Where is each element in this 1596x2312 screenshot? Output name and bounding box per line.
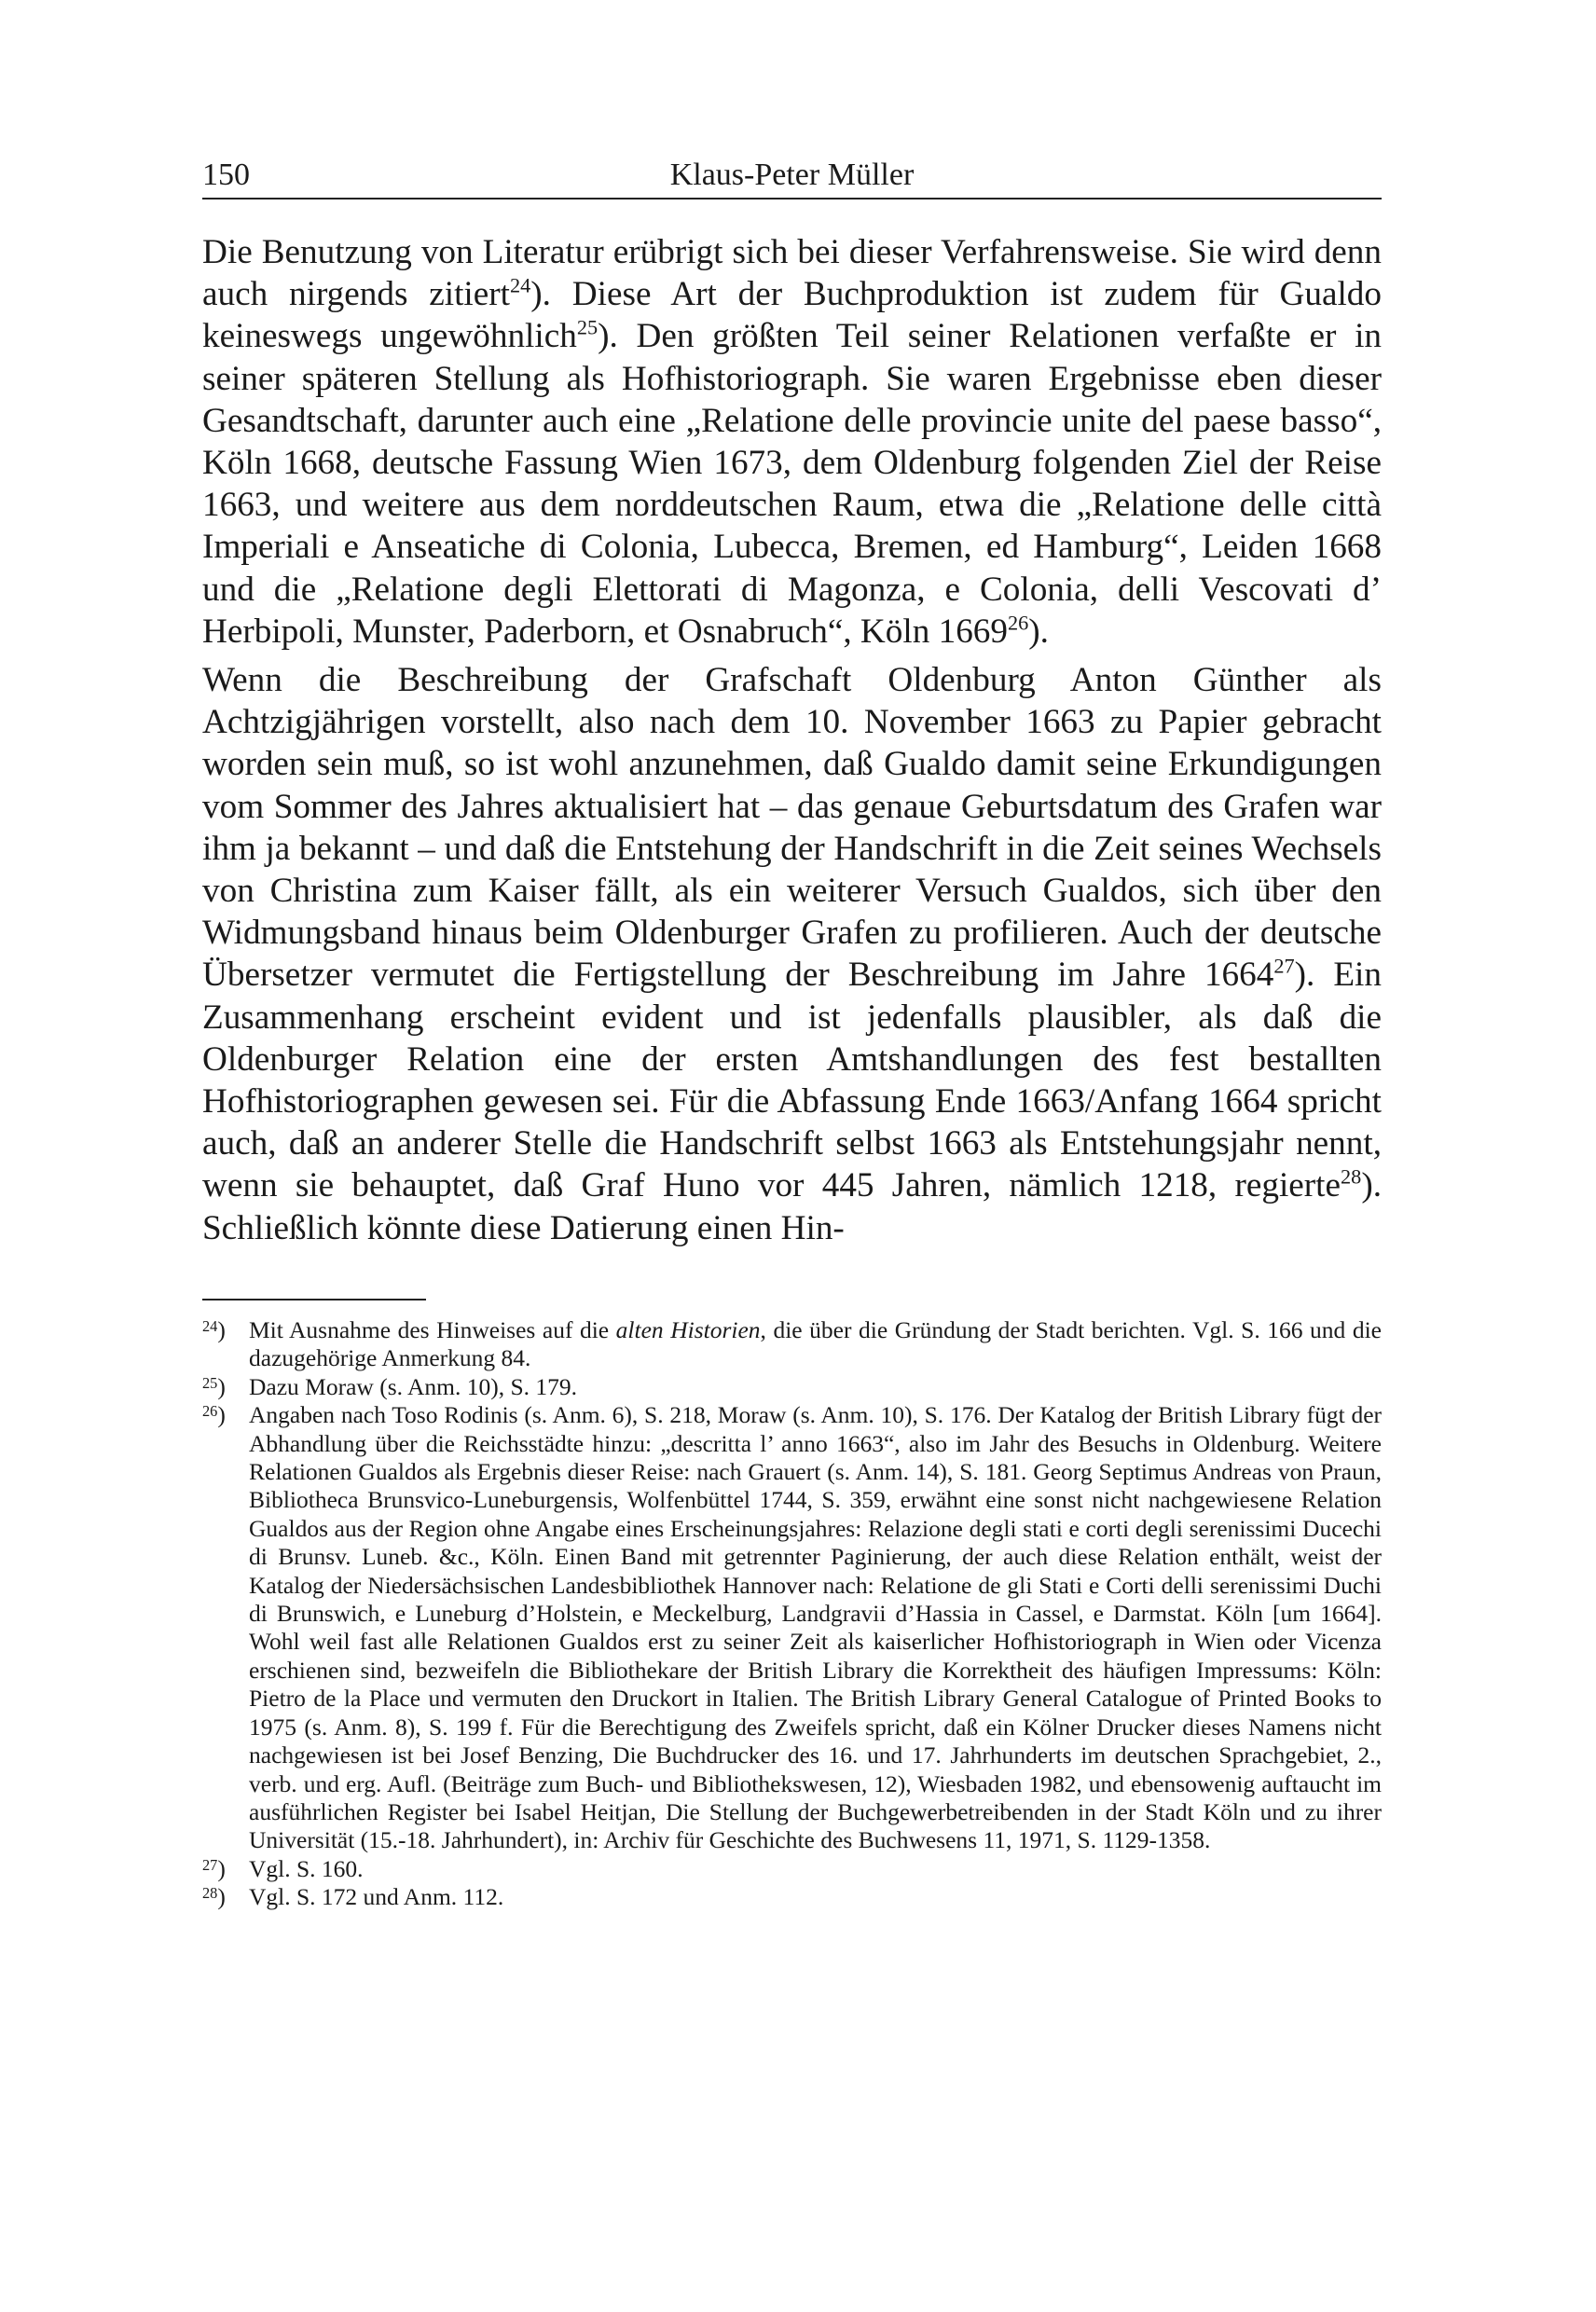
running-header bbox=[202, 157, 1382, 200]
text-run: Die Benutzung von Literatur erübrigt sich bei dieser Verfahrensweise. Sie wird denn auch nirgends zitiert bbox=[202, 233, 1382, 314]
text-run: ). Ein Zusammenhang erscheint evident und ist jedenfalls plausibler, als daß die Oldenburger Relation eine der ersten Amtshandlungen des fest bestallten Hofhistoriographen gewesen sei. Für die Abfassung Ende 1663/Anfang 1664 spricht auch, daß an anderer Stelle die Handschrift selbst 1663 als Entstehungsjahr nennt, wenn sie behauptet, daß Graf Huno vor 445 Jahren, nämlich 1218, regierte bbox=[202, 956, 1382, 1205]
footnote-ref: 25 bbox=[576, 316, 598, 340]
text-run: ). Schließlich könnte diese Datierung einen Hin- bbox=[202, 1166, 1382, 1247]
footnote-ref: 27 bbox=[1273, 955, 1295, 979]
footnote-number: $^{27}$) bbox=[202, 1854, 226, 1882]
footnote bbox=[202, 1855, 1382, 1883]
footnotes bbox=[202, 1316, 1382, 1912]
paragraph bbox=[202, 659, 1382, 1249]
text-run: ). Den größten Teil seiner Relationen verfaßte er in seiner späteren Stellung als Hofhistoriograph. Sie waren Ergebnisse eben dieser Gesandtschaft, darunter auch eine „Relatione delle provincie unite del paese basso“, Köln 1668, deutsche Fassung Wien 1673, dem Oldenburg folgenden Ziel der Reise 1663, und weitere aus dem norddeutschen Raum, etwa die „Relatione delle città Imperiali e Anseatiche di Colonia, Lubecca, Bremen, ed Hamburg“, Leiden 1668 und die „Relatione degli Elettorati di Magonza, e Colonia, delli Vescovati d’ Herbipoli, Munster, Paderborn, et Osnabruch“, Köln 1669 bbox=[202, 317, 1382, 651]
running-head-author: Klaus-Peter Müller bbox=[669, 158, 915, 192]
text-run: ). Diese Art der Buchproduktion ist zudem für Gualdo keineswegs ungewöhnlich bbox=[202, 275, 1382, 356]
footnote bbox=[202, 1883, 1382, 1911]
footnote-text: , die über die Gründung der Stadt berichten. Vgl. S. 166 und die dazugehörige Anmerkung 84. bbox=[249, 1316, 1383, 1372]
main-text bbox=[202, 231, 1382, 1249]
footnote-number: $^{24}$) bbox=[202, 1316, 226, 1343]
footnote-text: Mit Ausnahme des Hinweises auf die bbox=[249, 1316, 616, 1343]
footnote-number: $^{25}$) bbox=[202, 1372, 226, 1400]
footnote-text: Vgl. S. 172 und Anm. 112. bbox=[249, 1883, 504, 1911]
footnote-ref: 28 bbox=[1341, 1165, 1362, 1190]
paragraph bbox=[202, 231, 1382, 653]
text-run: ). bbox=[1028, 612, 1049, 651]
footnote-separator bbox=[202, 1299, 426, 1300]
text-run: Wenn die Beschreibung der Grafschaft Oldenburg Anton Günther als Achtzigjährigen vorstellt, also nach dem 10. November 1663 zu Papier gebracht worden sein muß, so ist wohl anzunehmen, daß Gualdo damit seine Erkundigungen vom Sommer des Jahres aktualisiert hat – das genaue Geburtsdatum des Grafen war ihm ja bekannt – und daß die Entstehung der Handschrift in die Zeit seines Wechsels von Christina zum Kaiser fällt, als ein weiterer Versuch Gualdos, sich über den Widmungsband hinaus beim Oldenburger Grafen zu profilieren. Auch der deutsche Übersetzer vermutet die Fertigstellung der Beschreibung im Jahre 1664 bbox=[202, 661, 1382, 995]
footnote-number: $^{26}$) bbox=[202, 1401, 226, 1429]
page-number: 150 bbox=[202, 158, 250, 192]
footnote-text: Vgl. S. 160. bbox=[249, 1854, 364, 1882]
footnote bbox=[202, 1401, 1382, 1855]
footnote-italic: alten Historien bbox=[615, 1316, 761, 1343]
footnote bbox=[202, 1316, 1382, 1373]
footnote-number: $^{28}$) bbox=[202, 1883, 226, 1911]
footnote-ref: 24 bbox=[509, 273, 531, 297]
footnote-text: Dazu Moraw (s. Anm. 10), S. 179. bbox=[249, 1372, 578, 1400]
footnote-text: Angaben nach Toso Rodinis (s. Anm. 6), S. 218, Moraw (s. Anm. 10), S. 176. Der Katalog der British Library fügt der Abhandlung über die Reichsstädte hinzu: „descritta l’ anno 1663“, also im Jahr des Besuchs in Oldenburg. Weitere Relationen Gualdos als Ergebnis dieser Reise: nach Grauert (s. Anm. 14), S. 181. Georg Septimus Andreas von Praun, Bibliotheca Brunsvico-Luneburgensis, Wolfenbüttel 1744, S. 359, erwähnt eine sonst nicht nachgewiesene Relation Gualdos aus der Region ohne Angabe eines Erscheinungsjahres: Relazione degli stati e corti degli serenissimi Ducechi di Brunsv. Luneb. &c., Köln. Einen Band mit getrennter Paginierung, der auch diese Relation enthält, weist der Katalog der Niedersächsischen Landesbibliothek Hannover nach: Relatione de gli Stati e Corti delli serenissimi Duchi di Brunswich, e Luneburg d’Holstein, e Meckelburg, Landgravii d’Hassia in Cassel, e Darmstat. Köln [um 1664]. Wohl weil fast alle Relationen Gualdos erst zu seiner Zeit als kaiserlicher Hofhistoriograph in Wien oder Vicenza erschienen sind, bezweifeln die Bibliothekare der British Library die Korrektheit des häufigen Impressums: Köln: Pietro de la Place und vermuten den Druckort in Italien. The British Library General Catalogue of Printed Books to 1975 (s. Anm. 8), S. 199 f. Für die Berechtigung des Zweifels spricht, daß ein Kölner Drucker dieses Namens nicht nachgewiesen ist bei Josef Benzing, Die Buchdrucker des 16. und 17. Jahrhunderts im deutschen Sprachgebiet, 2., verb. und erg. Aufl. (Beiträge zum Buch- und Bibliothekswesen, 12), Wiesbaden 1982, und ebensowenig auftaucht im ausführlichen Register bei Isabel Heitjan, Die Stellung der Buchgewerbetreibenden in der Stadt Köln und zu ihrer Universität (15.-18. Jahrhundert), in: Archiv für Geschichte des Buchwesens 11, 1971, S. 1129-1358. bbox=[249, 1401, 1382, 1854]
footnote-ref: 26 bbox=[1007, 611, 1029, 635]
footnote bbox=[202, 1373, 1382, 1401]
